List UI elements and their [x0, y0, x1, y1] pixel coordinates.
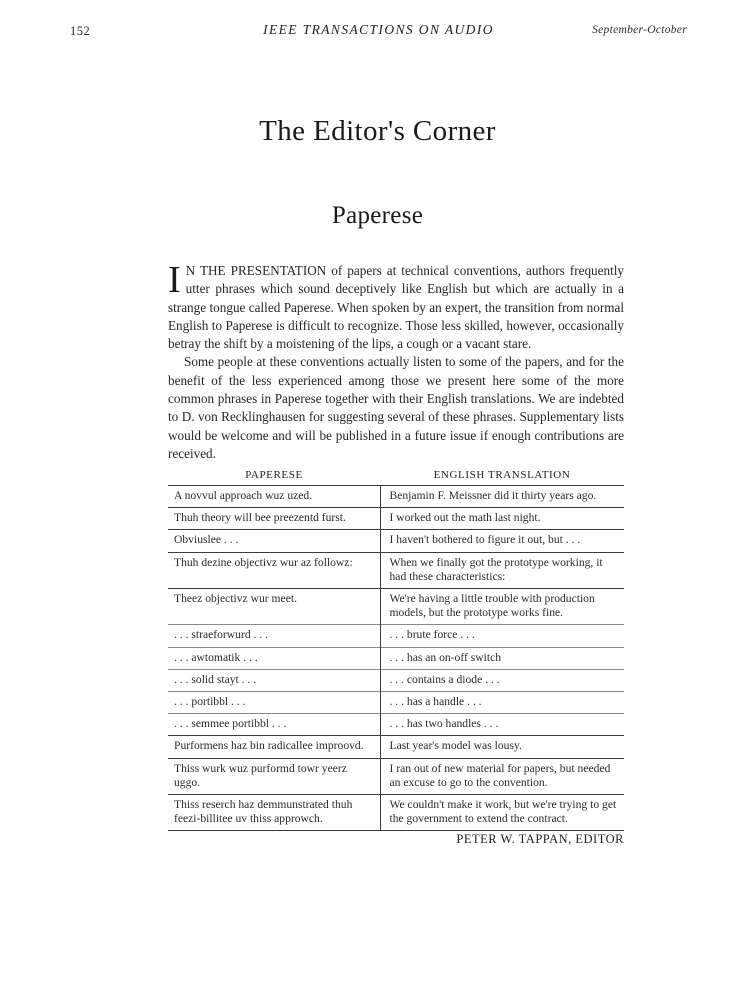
- table-row: [168, 530, 624, 552]
- drop-cap: I: [168, 259, 181, 301]
- cell-paperese: . . . solid stayt . . .: [168, 669, 380, 691]
- cell-english: When we finally got the prototype working, it had these characteristics:: [380, 552, 624, 588]
- cell-paperese: A novvul approach wuz uzed.: [168, 486, 380, 508]
- table-row: [168, 736, 624, 758]
- table-row: [168, 714, 624, 736]
- table-row: [168, 692, 624, 714]
- paragraph-2: Some people at these conventions actually listen to some of the papers, and for the benefit of the less experienced among those we present here some of the more common phrases in Paperese together with their English translations. We are indebted to D. von Recklinghausen for suggesting several of these phrases. Supplementary lists would be welcome and will be published in a future issue if enough contributions are received.: [168, 354, 624, 461]
- page-number: 152: [70, 24, 91, 38]
- cell-english: . . . has an on-off switch: [380, 647, 624, 669]
- cell-paperese: Theez objectivz wur meet.: [168, 589, 380, 625]
- table-row: [168, 486, 624, 508]
- cell-english: . . . brute force . . .: [380, 625, 624, 647]
- cell-paperese: Thiss wurk wuz purformd towr yeerz uggo.: [168, 758, 380, 794]
- cell-paperese: Thiss reserch haz demmunstrated thuh feezi-billitee uv thiss approwch.: [168, 795, 380, 831]
- cell-english: . . . has two handles . . .: [380, 714, 624, 736]
- author-signature: PETER W. TAPPAN, EDITOR: [456, 832, 624, 846]
- table-row: [168, 508, 624, 530]
- cell-paperese: Purformens haz bin radicallee improovd.: [168, 736, 380, 758]
- cell-paperese: Thuh theory will bee preezentd furst.: [168, 508, 380, 530]
- table-header-row: [168, 469, 624, 486]
- cell-english: I worked out the math last night.: [380, 508, 624, 530]
- article-title: Paperese: [331, 202, 424, 229]
- cell-paperese: . . . semmee portibbl . . .: [168, 714, 380, 736]
- cell-english: I haven't bothered to figure it out, but . . .: [380, 530, 624, 552]
- cell-english: We couldn't make it work, but we're trying to get the government to extend the contract.: [380, 795, 624, 831]
- table-body: [168, 486, 624, 831]
- issue-date: September-October: [592, 24, 687, 36]
- cell-english: . . . has a handle . . .: [380, 692, 624, 714]
- table-row: [168, 669, 624, 691]
- table-row: [168, 625, 624, 647]
- table-row: [168, 589, 624, 625]
- cell-english: We're having a little trouble with production models, but the prototype works fine.: [380, 589, 624, 625]
- cell-english: . . . contains a diode . . .: [380, 669, 624, 691]
- table-row: [168, 552, 624, 588]
- article-body: [168, 259, 624, 463]
- column-header-paperese: PAPERESE: [245, 469, 303, 481]
- cell-paperese: Obviuslee . . .: [168, 530, 380, 552]
- paperese-table: [168, 469, 624, 831]
- table-row: [168, 758, 624, 794]
- paragraph-1: [168, 259, 624, 353]
- cell-paperese: . . . portibbl . . .: [168, 692, 380, 714]
- table-row: [168, 647, 624, 669]
- cell-paperese: Thuh dezine objectivz wur az followz:: [168, 552, 380, 588]
- running-head: [70, 22, 687, 42]
- paperese-table-wrapper: [168, 469, 624, 831]
- department-title: The Editor's Corner: [259, 115, 496, 147]
- cell-paperese: . . . awtomatik . . .: [168, 647, 380, 669]
- paragraph-1-text: N THE PRESENTATION of papers at technical conventions, authors frequently utter phrases which sound deceptively like English but which are actually in a strange tongue called Paperese. When spoken by an expert, the transition from normal English to Paperese is difficult to recognize. Those less skilled, however, occasionally betray the shift by a moistening of the lips, a cough or a vacant stare.: [168, 263, 624, 352]
- cell-english: Benjamin F. Meissner did it thirty years ago.: [380, 486, 624, 508]
- cell-english: I ran out of new material for papers, but needed an excuse to go to the convention.: [380, 758, 624, 794]
- column-header-english: ENGLISH TRANSLATION: [433, 469, 571, 481]
- journal-name: IEEE TRANSACTIONS ON AUDIO: [263, 22, 494, 37]
- cell-paperese: . . . straeforwurd . . .: [168, 625, 380, 647]
- table-row: [168, 795, 624, 831]
- cell-english: Last year's model was lousy.: [380, 736, 624, 758]
